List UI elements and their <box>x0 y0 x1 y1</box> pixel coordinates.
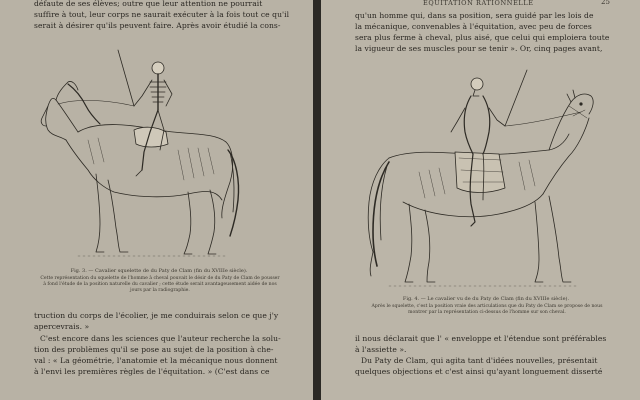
left-bottom-line-2: apercevrais. » <box>34 322 90 331</box>
skeleton-rider-illustration <box>38 40 248 262</box>
left-bottom-line-5: val : « La géométrie, l'anatomie et la mécanique nous donnent <box>34 356 278 365</box>
right-top-line-3: sera plus ferme à cheval, plus aisé, que celui qui emploiera toute <box>355 33 610 42</box>
right-top-line-1: qu'un homme qui, dans sa position, sera guidé par les lois de <box>355 11 594 20</box>
left-page <box>0 0 313 400</box>
right-top-line-2: la mécanique, convenables à l'équitation, avec peu de forces <box>355 22 592 31</box>
right-figure-caption-body: Après le squelette, c'est la position vraie des articulations que du Paty de Clam se propose de nous montrer par la représentation ci-dessus de l'homme sur son cheval. <box>371 304 603 315</box>
right-bottom-line-1: il nous déclarait que l' « enveloppe et l'étendue sont préférables <box>355 334 607 343</box>
left-bottom-line-3: C'est encore dans les sciences que l'auteur recherche la solu- <box>40 334 281 343</box>
page-number: 25 <box>601 0 610 6</box>
running-head: ÉQUITATION RATIONNELLE <box>423 0 534 7</box>
right-page <box>321 0 640 400</box>
left-top-line-3: serait à désirer qu'ils peuvent faire. Après avoir étudié la cons- <box>34 21 281 30</box>
left-top-line-1: défaute de ses élèves; outre que leur attention ne pourrait <box>34 0 263 8</box>
left-figure-caption-title: Fig. 3. — Cavalier squelette de du Paty de Clam (fin du XVIIIe siècle). <box>70 268 248 274</box>
book-gutter <box>313 0 321 400</box>
right-figure-caption-title: Fig. 4. — Le cavalier vu de du Paty de Clam (fin du XVIIIe siècle). <box>402 296 570 302</box>
right-top-line-4: la vigueur de ses muscles pour se tenir ». Or, cinq pages avant, <box>355 44 603 53</box>
right-bottom-line-4: quelques objections et c'est ainsi qu'ayant longuement disserté <box>355 367 603 376</box>
right-bottom-line-2: à l'assiette ». <box>355 345 407 354</box>
right-bottom-line-3: Du Paty de Clam, qui agita tant d'idées nouvelles, présentait <box>361 356 598 365</box>
horse-rider-illustration <box>359 62 599 292</box>
left-figure-caption-body: Cette représentation du squelette de l'homme à cheval pouvait le désir de du Paty de Clam de pousser à fond l'étude de la position naturelle du cavalier ; cette étude serait avantageusement aidée de nos jours par la radiographie. <box>40 276 280 293</box>
left-bottom-line-1: truction du corps de l'écolier, je me conduirais selon ce que j'y <box>34 311 279 320</box>
left-bottom-line-6: à l'envi les premières règles de l'équitation. » (C'est dans ce <box>34 367 270 376</box>
left-top-line-2: suffire à tout, leur corps ne saurait exécuter à la fois tout ce qu'il <box>34 10 290 19</box>
left-bottom-line-4: tion des problèmes qu'il se pose au sujet de la position à che- <box>34 345 274 354</box>
